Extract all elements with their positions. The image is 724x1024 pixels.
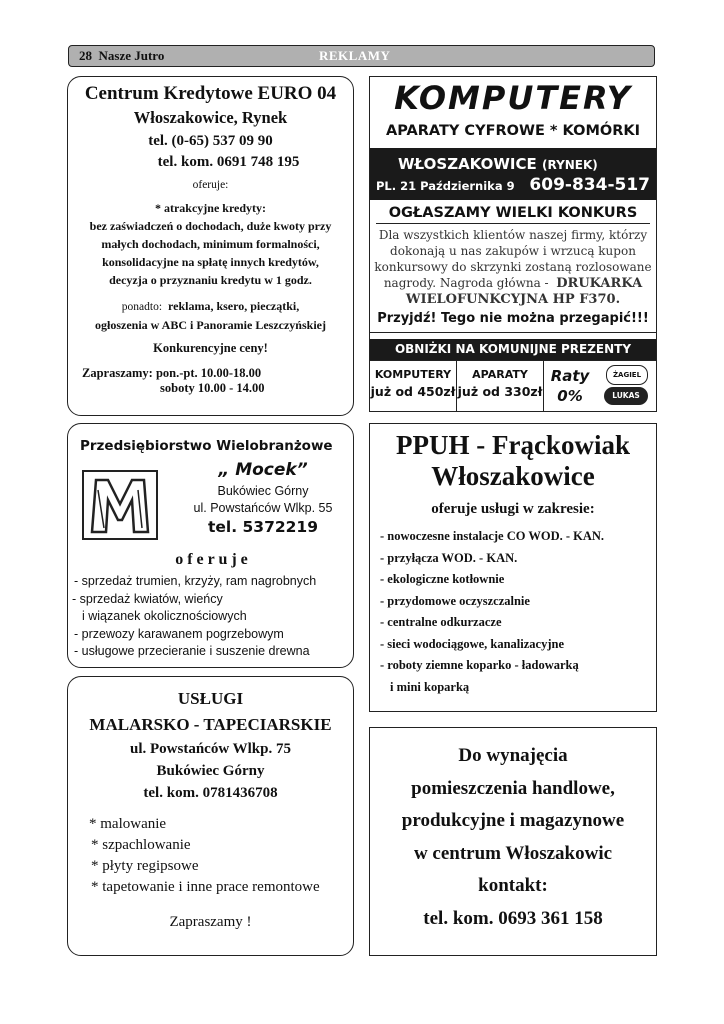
- credit-line: decyzja o przyznaniu kredytu w 1 godz.: [109, 273, 312, 287]
- text-line: kontakt:: [478, 875, 548, 896]
- ppuh-title1: PPUH - Frąckowiak: [396, 430, 630, 460]
- credit-line: bez zaświadczeń o dochodach, duże kwoty przy: [89, 219, 332, 233]
- mocek-offers: o f e r u j e: [175, 551, 248, 568]
- euro04-offers-label: oferuje:: [192, 179, 229, 191]
- komputery-contact-band: [370, 148, 656, 200]
- credit-line: * atrakcyjne kredyty:: [154, 201, 267, 215]
- uslugi-t2: MALARSKO - TAPECIARSKIE: [89, 715, 332, 734]
- also-text2: ogłoszenia w ABC i Panoramie Leszczyńskiej: [95, 318, 326, 332]
- mocek-town: Bukówiec Górny: [217, 484, 309, 498]
- euro04-prices: Konkurencyjne ceny!: [153, 341, 268, 355]
- price-cell-computers: KOMPUTERY już od 450zł: [370, 361, 457, 411]
- komputery-prices: [370, 360, 656, 411]
- ppuh-items: [380, 526, 656, 698]
- mocek-logo-icon: [82, 470, 158, 540]
- list-item: - sprzedaż kwiatów, wieńcy: [72, 591, 223, 606]
- list-item: - przyłącza WOD. - KAN.: [380, 550, 518, 565]
- text-line: Do wynajęcia: [458, 745, 568, 766]
- komputery-town: WŁOSZAKOWICE (RYNEK): [398, 155, 598, 173]
- bank-logos: [596, 361, 656, 411]
- list-item: - ekologiczne kotłownie: [380, 572, 505, 586]
- ad-ppuh: [369, 423, 657, 712]
- price-cell-cameras: APARATY już od 330zł: [457, 361, 544, 411]
- zagiel-logo: ŻAGIEL: [606, 365, 648, 385]
- also-label: ponadto:: [121, 301, 163, 313]
- euro04-tel: tel. (0-65) 537 09 90: [148, 133, 273, 149]
- uslugi-closing: Zapraszamy !: [169, 914, 252, 930]
- euro04-mobile: tel. kom. 0691 748 195: [157, 154, 300, 170]
- euro04-title: Centrum Kredytowe EURO 04: [84, 83, 337, 104]
- uslugi-street: ul. Powstańców Wlkp. 75: [129, 741, 291, 757]
- text-line: produkcyjne i magazynowe: [401, 810, 625, 831]
- list-item: - przydomowe oczyszczalnie: [380, 593, 530, 608]
- ppuh-intro: oferuje usługi w zakresie:: [431, 501, 595, 517]
- uslugi-items: [89, 814, 353, 898]
- mocek-name: „ Mocek”: [218, 460, 308, 480]
- credit-line: małych dochodach, minimum formalności,: [101, 237, 320, 251]
- komputery-cta: Przyjdź! Tego nie można przegapić!!!: [377, 311, 649, 326]
- uslugi-tel: tel. kom. 0781436708: [143, 785, 278, 801]
- mocek-tel: tel. 5372219: [207, 518, 318, 536]
- wynajem-text: [370, 740, 656, 935]
- komputery-subtitle: APARATY CYFROWE * KOMÓRKI: [385, 123, 641, 139]
- uslugi-town: Bukówiec Górny: [156, 763, 265, 779]
- list-item: * szpachlowanie: [91, 837, 191, 853]
- ad-komputery: [369, 76, 657, 412]
- list-item: - przewozy karawanem pogrzebowym: [74, 626, 284, 641]
- euro04-credits: [68, 199, 353, 289]
- list-item: - sprzedaż trumien, krzyży, ram nagrobnych: [74, 574, 317, 588]
- desc-line: nagrody. Nagroda główna - DRUKARKA: [383, 276, 643, 291]
- komputery-promo: OBNIŻKI NA KOMUNIJNE PREZENTY: [370, 339, 656, 360]
- desc-line: Dla wszystkich klientów naszej firmy, którzy: [378, 228, 648, 242]
- desc-line: konkursowy do skrzynki zostaną rozlosowane: [374, 260, 652, 274]
- list-item: * malowanie: [89, 816, 167, 832]
- ad-wynajem: [369, 727, 657, 956]
- list-item: - usługowe przecieranie i suszenie drewna: [74, 644, 310, 658]
- page-header: [68, 45, 655, 67]
- page-number-and-title: 28 Nasze Jutro: [79, 48, 165, 63]
- section-name: REKLAMY: [319, 48, 391, 63]
- komputery-phone: 609-834-517: [529, 175, 650, 195]
- uslugi-t1: USŁUGI: [177, 689, 244, 708]
- euro04-hours2: soboty 10.00 - 14.00: [160, 381, 265, 395]
- euro04-location: Włoszakowice, Rynek: [133, 108, 288, 127]
- price-cell-installments: Raty 0%: [550, 367, 590, 405]
- list-item: - sieci wodociągowe, kanalizacyjne: [380, 636, 565, 651]
- euro04-also: [68, 297, 353, 334]
- text-line: w centrum Włoszakowic: [413, 842, 613, 864]
- lukas-logo: LUKAS: [604, 387, 648, 405]
- list-item: * tapetowanie i inne prace remontowe: [91, 879, 320, 895]
- also-text: reklama, ksero, pieczątki,: [168, 299, 300, 313]
- text-line: tel. kom. 0693 361 158: [423, 907, 603, 929]
- mocek-street: ul. Powstańców Wlkp. 55: [193, 501, 333, 515]
- ppuh-title2: Włoszakowice: [431, 461, 595, 491]
- mocek-company: Przedsiębiorstwo Wielobranżowe: [80, 438, 333, 454]
- komputery-address: PL. 21 Października 9: [376, 179, 515, 193]
- ad-euro04: [67, 76, 354, 416]
- prize-line: WIELOFUNKCYJNA HP F370.: [405, 292, 621, 307]
- list-item: i wiązanek okolicznościowych: [82, 609, 247, 623]
- list-item: - centralne odkurzacze: [380, 615, 502, 629]
- list-item: * płyty regipsowe: [91, 858, 199, 874]
- ad-uslugi: [67, 676, 354, 956]
- komputery-desc: [370, 227, 656, 308]
- komputery-title: KOMPUTERY: [394, 79, 632, 117]
- list-item: i mini koparką: [390, 679, 470, 694]
- ad-mocek: [67, 423, 354, 668]
- list-item: - nowoczesne instalacje CO WOD. - KAN.: [380, 529, 605, 543]
- credit-line: konsolidacyjne na spłatę innych kredytów,: [102, 255, 319, 269]
- mocek-items: [74, 573, 354, 661]
- desc-line: dokonają u nas zakupów i wrzucą kupon: [390, 244, 636, 258]
- text-line: pomieszczenia handlowe,: [411, 777, 615, 799]
- komputery-contest: OGŁASZAMY WIELKI KONKURS: [388, 205, 638, 221]
- euro04-hours1: Zapraszamy: pon.-pt. 10.00-18.00: [82, 366, 262, 380]
- list-item: - roboty ziemne koparko - ładowarką: [380, 658, 579, 672]
